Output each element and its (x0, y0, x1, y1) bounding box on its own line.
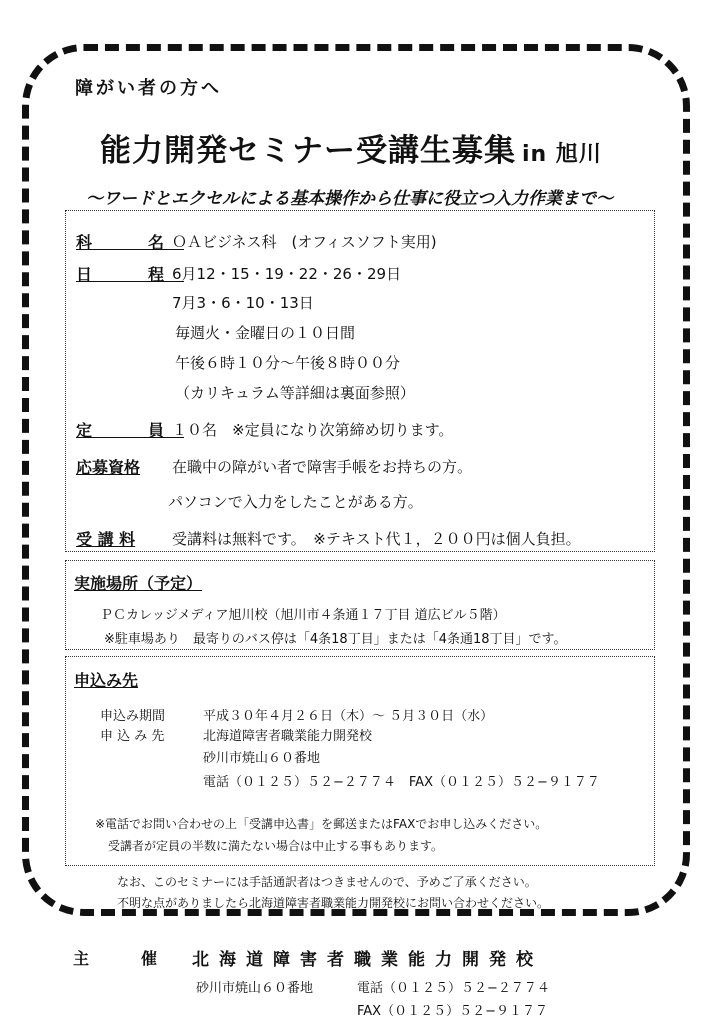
apply-dest-line: 電話（０１２５）５２−２７７４ FAX（０１２５）５２−９１７７ (203, 775, 600, 790)
apply-note: 受講者が定員の半数に満たない場合は中止する事もあります。 (108, 839, 444, 853)
organizer-fax: FAX（０１２５）５２−９１７７ (357, 1004, 548, 1019)
subtitle: ～ワードとエクセルによる基本操作から仕事に役立つ入力作業まで～ (86, 189, 613, 209)
apply-note: ※電話でお問い合わせの上「受講申込書」を郵送またはFAXでお申し込みください。 (95, 817, 548, 831)
title-suffix: in 旭川 (522, 142, 602, 167)
schedule-line: 7月3・6・10・13日 (172, 294, 314, 312)
capacity-label: 定 員 (76, 421, 185, 440)
venue-parking: ※駐車場あり 最寄りのバス停は「4条18丁目」または「4条通18丁目」です。 (104, 632, 567, 647)
subject-value: ＯＡビジネス科 (オフィスソフト実用) (172, 233, 437, 251)
fee-label: 受 講 料 (76, 530, 136, 549)
venue-place: ＰＣカレッジメディア旭川校（旭川市４条通１７丁目 道広ビル５階） (100, 608, 506, 623)
apply-period-label: 申込み期間 (100, 709, 166, 724)
eligibility-line: パソコンで入力をしたことがある方。 (168, 493, 423, 511)
footer-note: なお、このセミナーには手話通訳者はつきませんので、予めご了承ください。 (117, 875, 537, 889)
schedule-line: 毎週火・金曜日の１０日間 (175, 324, 356, 342)
apply-box (65, 656, 655, 866)
apply-dest-line: 北海道障害者職業能力開発校 (203, 729, 373, 744)
organizer-address: 砂川市焼山６０番地 (196, 981, 314, 996)
footer-note: 不明な点がありましたら北海道障害者職業能力開発校にお問い合わせください。 (117, 896, 550, 910)
page-title (100, 125, 602, 170)
organizer-label: 主 催 (73, 949, 176, 968)
apply-label: 申込み先 (74, 671, 139, 690)
eligibility-label: 応募資格 (76, 458, 141, 477)
subject-label: 科 名 (76, 233, 185, 252)
apply-period: 平成３０年４月２６日（木）～ ５月３０日（水） (203, 709, 494, 724)
organizer-name: 北海道障害者職業能力開発校 (192, 950, 543, 970)
apply-dest-line: 砂川市焼山６０番地 (203, 751, 321, 766)
schedule-line: 6月12・15・19・22・26・29日 (172, 265, 402, 283)
venue-label: 実施場所（予定） (74, 574, 203, 593)
capacity-value: １０名 ※定員になり次第締め切ります。 (172, 421, 454, 439)
title-main: 能力開発セミナー受講生募集 (100, 133, 516, 169)
schedule-line: （カリキュラム等詳細は裏面参照） (175, 384, 415, 402)
apply-dest-label: 申 込 み 先 (100, 729, 165, 744)
fee-value: 受講料は無料です。 ※テキスト代１，２００円は個人負担。 (172, 530, 581, 548)
eligibility-line: 在職中の障がい者で障害手帳をお持ちの方。 (172, 458, 473, 476)
organizer-phone: 電話（０１２５）５２−２７７４ (357, 981, 550, 996)
audience-heading: 障がい者の方へ (75, 78, 222, 99)
schedule-line: 午後６時１０分～午後８時００分 (175, 354, 401, 372)
schedule-label: 日 程 (76, 265, 185, 284)
